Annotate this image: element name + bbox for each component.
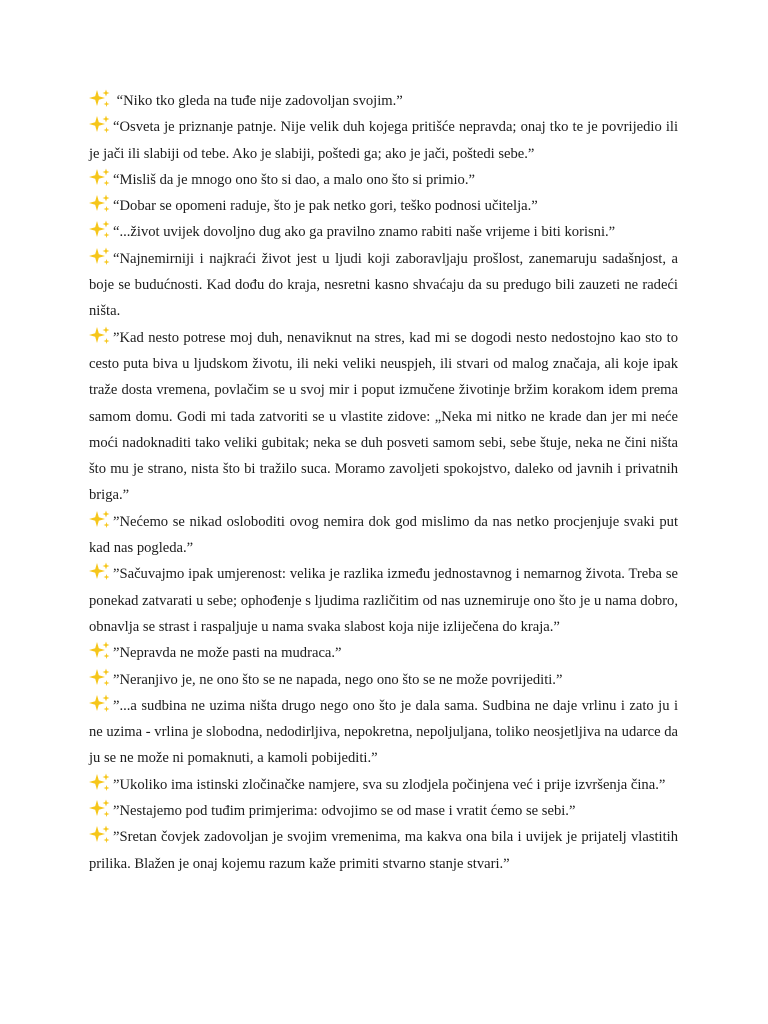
sparkles-icon [89, 115, 111, 134]
quote-paragraph [89, 561, 678, 640]
quote-paragraph [89, 167, 678, 193]
sparkles-icon [89, 220, 111, 239]
quote-paragraph [89, 88, 678, 114]
quote-text: ”Ukoliko ima istinski zločinačke namjere, sva su zlodjela počinjena već i prije izvršenja čina.” [113, 776, 666, 793]
quote-paragraph [89, 325, 678, 509]
quote-paragraph [89, 193, 678, 219]
sparkles-icon [89, 326, 111, 345]
quote-paragraph [89, 114, 678, 167]
quote-paragraph [89, 640, 678, 666]
quote-paragraph [89, 693, 678, 772]
quote-text: ”Nepravda ne može pasti na mudraca.” [113, 645, 342, 662]
sparkles-icon [89, 825, 111, 844]
quote-paragraph [89, 219, 678, 245]
quote-paragraph [89, 246, 678, 325]
sparkles-icon [89, 799, 111, 818]
quote-text: ”Kad nesto potrese moj duh, nenaviknut na stres, kad mi se dogodi nesto nedostojno kao sto to cesto puta biva u ljudskom životu, ili neki veliki neuspjeh, ili stvari od malog značaja, ali koje ipak traže dosta vremena, povlačim se u svoj mir i poput izmučene životinje bržim korakom idem prema samom domu. Godi mi tada zatvoriti se u vlastite zidove: „Neka mi nitko ne krade dan jer mi neće moći nadoknaditi tako veliki gubitak; neka se duh posveti samom sebi, sebe štuje, neka ne čini ništa što mu je strano, nista što bi tražilo suca. Moramo zavoljeti spokojstvo, daleko od javnih i privatnih briga.” [89, 329, 678, 504]
quote-text: ”Sačuvajmo ipak umjerenost: velika je razlika između jednostavnog i nemarnog života. Treba se ponekad zatvarati u sebe; ophođenje s ljudima različitim od nas uznemiruje ono što je u nama dobro, obnavlja se strast i raspaljuje u nama svaka slabost koja nije izliječena do kraja.” [89, 566, 678, 635]
sparkles-icon [89, 89, 111, 108]
quote-text: “Osveta je priznanje patnje. Nije velik duh kojega pritišće nepravda; onaj tko te je povrijedio ili je jači ili slabiji od tebe. Ako je slabiji, poštedi ga; ako je jači, poštedi sebe.” [89, 119, 678, 162]
quote-text: “Najnemirniji i najkraći život jest u ljudi koji zaboravljaju prošlost, zanemaruju sadašnjost, a boje se budućnosti. Kad dođu do kraja, nesretni kasno shvaćaju da su predugo bili zauzeti ne radeći ništa. [89, 250, 678, 320]
sparkles-icon [89, 641, 111, 660]
quote-text: ”Nestajemo pod tuđim primjerima: odvojimo se od mase i vratit ćemo se sebi.” [113, 803, 576, 820]
sparkles-icon [89, 562, 111, 581]
quote-paragraph [89, 824, 678, 877]
sparkles-icon [89, 194, 111, 213]
sparkles-icon [89, 694, 111, 713]
quote-text: ”Neranjivo je, ne ono što se ne napada, nego ono što se ne može povrijediti.” [113, 671, 563, 688]
quote-paragraph [89, 509, 678, 562]
quotes-document [89, 88, 678, 877]
quote-text: “...život uvijek dovoljno dug ako ga pravilno znamo rabiti naše vrijeme i biti korisni.” [113, 224, 616, 241]
sparkles-icon [89, 773, 111, 792]
sparkles-icon [89, 510, 111, 529]
quote-text: “Dobar se opomeni raduje, što je pak netko gori, teško podnosi učitelja.” [113, 198, 538, 215]
sparkles-icon [89, 668, 111, 687]
quote-paragraph [89, 772, 678, 798]
quote-text: ”...a sudbina ne uzima ništa drugo nego ono što je dala sama. Sudbina ne daje vrlinu i zato ju i ne uzima - vrlina je slobodna, nedodirljiva, nepokretna, nepoljuljana, toliko neosjetljiva na udarce da ju se ne može ni pomaknuti, a kamoli pobijediti.” [89, 697, 678, 767]
sparkles-icon [89, 168, 111, 187]
quote-paragraph [89, 667, 678, 693]
quote-paragraph [89, 798, 678, 824]
quote-text: ”Sretan čovjek zadovoljan je svojim vremenima, ma kakva ona bila i uvijek je prijatelj vlastitih prilika. Blažen je onaj kojemu razum kaže primiti stvarno stanje stvari.” [89, 829, 678, 872]
quote-text: “Niko tko gleda na tuđe nije zadovoljan svojim.” [113, 93, 403, 109]
sparkles-icon [89, 247, 111, 266]
quote-text: “Misliš da je mnogo ono što si dao, a malo ono što si primio.” [113, 171, 475, 188]
quote-text: ”Nećemo se nikad osloboditi ovog nemira dok god mislimo da nas netko procjenjuje svaki put kad nas pogleda.” [89, 513, 678, 557]
